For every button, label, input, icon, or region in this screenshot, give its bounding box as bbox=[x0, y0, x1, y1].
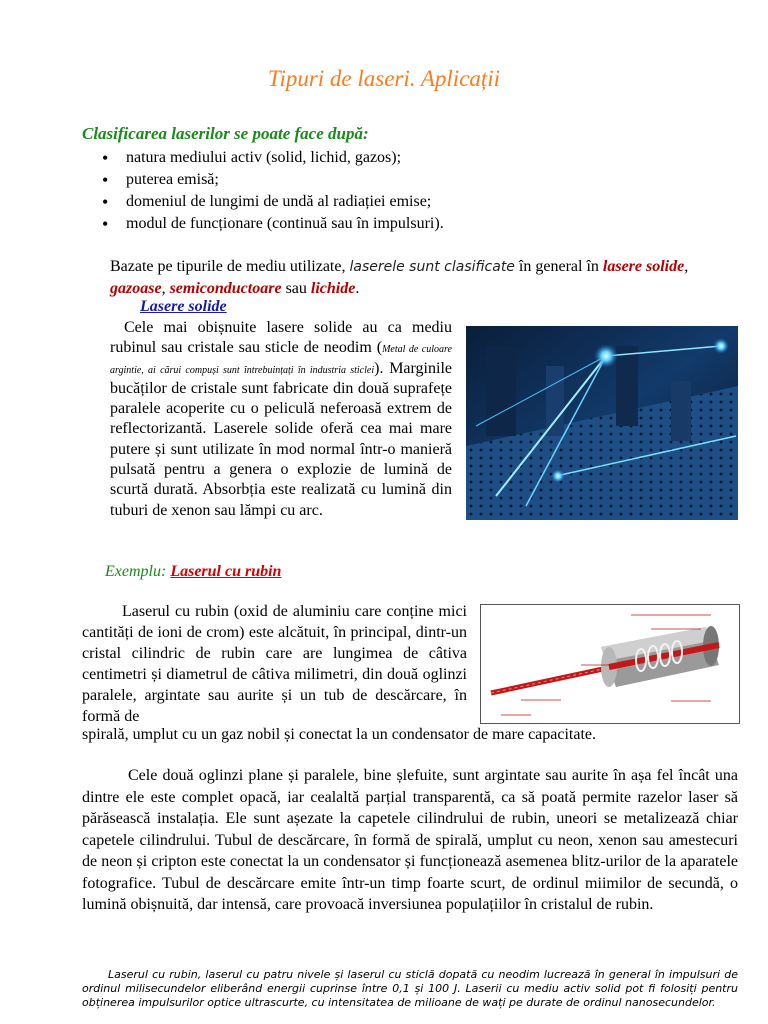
intro-lead: Bazate pe tipurile de mediu utilizate, bbox=[110, 258, 346, 275]
term-liquid: lichide bbox=[310, 280, 356, 297]
solid-lasers-text bbox=[110, 318, 452, 521]
solid-text-part2: ). Marginile bucăților de cristale sunt fabricate din două suprafețe paralele acoperite cu o peliculă neferoasă extrem de reflectorizantă. Laserele solide oferă cea mai mare putere și sunt utilizate în mod normal într-o manieră pulsată pentru a genera o explozie de lumină de scurtă durată. Absorbția este realizată cu lumină din tuburi de xenon sau lămpi cu arc. bbox=[110, 359, 452, 519]
ruby-laser-tail: spirală, umplut cu un gaz nobil și conectat la un condensator de mare capacitate. bbox=[82, 726, 597, 743]
list-item: • modul de funcționare (continuă sau în impulsuri). bbox=[102, 213, 444, 235]
ruby-laser-schematic bbox=[481, 605, 739, 723]
footnote-text: Laserul cu rubin, laserul cu patru nivele și laserul cu sticlă dopată cu neodim lucrează în general în impulsuri de ordinul milisecundelor eliberând energii cuprinse între 0,1 și 100 J. Laserii cu mediu activ solid pot fi folosiți pentru obținerea impulsurilor optice ultrascurte, cu intensitatea de milioane de wați pe durate de ordinul nanosecundelor. bbox=[82, 968, 738, 1009]
example-line bbox=[105, 563, 281, 581]
solid-text-part1: Cele mai obișnuite lasere solide au ca mediu rubinul sau cristale sau sticle de neodim ( bbox=[110, 319, 452, 357]
footnote bbox=[82, 968, 738, 1010]
comma: , bbox=[161, 280, 166, 297]
laser-table-image bbox=[466, 326, 738, 520]
classification-heading: Clasificarea laserilor se poate face după: bbox=[82, 124, 369, 143]
intro-and: sau bbox=[285, 280, 307, 297]
term-semiconductor: semiconductoare bbox=[169, 280, 282, 297]
ruby-laser-text bbox=[82, 601, 467, 727]
comma: , bbox=[684, 258, 689, 275]
page-title: Tipuri de laseri. Aplicații bbox=[267, 66, 501, 91]
example-label: Exemplu: bbox=[105, 563, 167, 580]
intro-hand-text: laserele sunt clasificate bbox=[349, 259, 515, 275]
period: . bbox=[355, 280, 360, 297]
term-gas: gazoase bbox=[110, 280, 162, 297]
classification-list bbox=[102, 147, 444, 235]
mirrors-text: Cele două oglinzi plane și paralele, bine șlefuite, sunt argintate sau aurite în așa fel încât una dintre ele este complet opacă, iar cealaltă parțial transparentă, ca să poată permite razelor laser să părăsească instalația. Ele sunt așezate la capetele cilindrului de rubin, uneori se metalizează chiar capetele cilindrului. Tubul de descărcare, în formă de spirală, umplut cu neon, xenon sau amestecuri de neon și cripton este conectat la un condensator și funcționează asemenea blitz-urilor de la aparatele fotografice. Tubul de descărcare emite într-un timp foarte scurt, de ordinul miimilor de secundă, o lumină obișnuită, dar intensă, care provoacă inversiunea populațiilor în cristalul de rubin. bbox=[82, 767, 738, 913]
ruby-laser-link[interactable]: Laserul cu rubin bbox=[170, 563, 282, 580]
term-solid: lasere solide bbox=[602, 258, 685, 275]
mirrors-paragraph bbox=[82, 765, 738, 916]
neodymium-note: Metal de culoare argintie, ai cărui compuși sunt întrebuințați în industria sticlei bbox=[110, 344, 452, 376]
solid-lasers-heading[interactable]: Lasere solide bbox=[140, 298, 227, 315]
ruby-text: Laserul cu rubin (oxid de aluminiu care conține mici cantități de ioni de crom) este alcătuit, în principal, dintr-un cristal cilindric de rubin care are lungimea de câtiva centimetri și diametrul de câtiva milimetri, din două oglinzi paralele, argintate sau aurite și un tub de descărcare, în formă de bbox=[82, 603, 467, 725]
list-item: • natura mediului activ (solid, lichid, gazos); bbox=[102, 147, 444, 169]
laser-photo bbox=[466, 326, 738, 520]
ruby-laser-diagram bbox=[480, 604, 740, 724]
list-item: • domeniul de lungimi de undă al radiației emise; bbox=[102, 191, 444, 213]
intro-middle: în general în bbox=[518, 258, 599, 275]
intro-paragraph bbox=[110, 256, 700, 299]
list-item: • puterea emisă; bbox=[102, 169, 444, 191]
